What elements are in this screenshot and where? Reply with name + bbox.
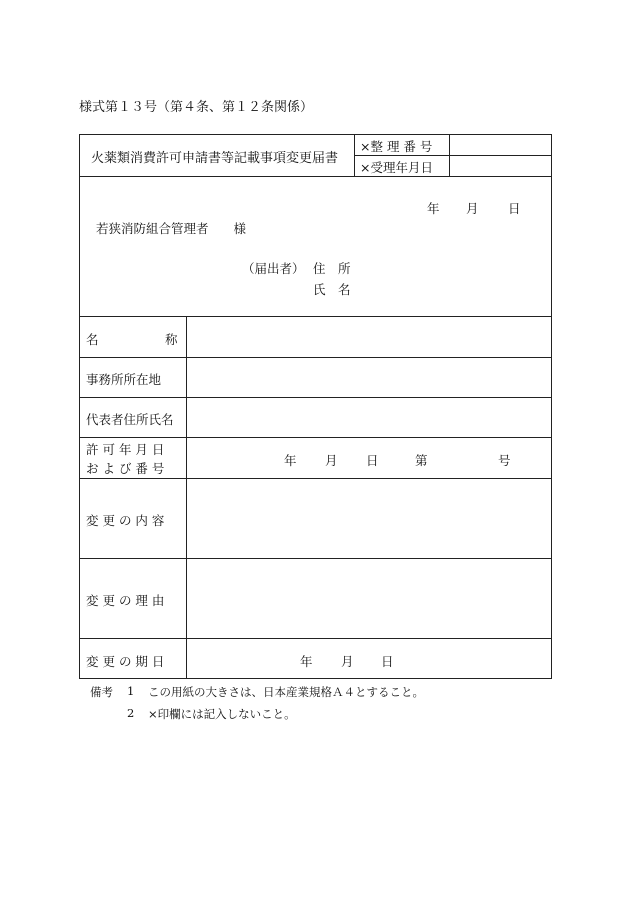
addressee: 若狭消防組合管理者 様: [96, 221, 247, 236]
permit-no-prefix: 第: [415, 453, 428, 468]
change-date-field[interactable]: [188, 640, 550, 678]
change-date-year-label: 年: [300, 654, 313, 669]
divider-row-6: [79, 638, 552, 639]
name-label-second: 称: [165, 332, 178, 347]
divider-label-column: [186, 316, 187, 679]
received-date-field[interactable]: [451, 157, 550, 175]
permit-day-label: 日: [366, 453, 379, 468]
office-location-field[interactable]: [188, 359, 550, 396]
received-date-label: ×受理年月日: [360, 160, 433, 175]
divider-applicant: [79, 316, 552, 317]
applicant-address-label: 住 所: [313, 261, 351, 276]
representative-field[interactable]: [188, 399, 550, 436]
note-1-number: 1: [127, 684, 135, 698]
permit-label-line1: 許 可 年 月 日: [86, 442, 165, 457]
divider-office-use-row: [354, 155, 552, 156]
reference-number-label: ×整 理 番 号: [360, 139, 433, 154]
permit-month-label: 月: [325, 453, 338, 468]
form-number: 様式第１３号（第４条、第１２条関係）: [79, 100, 314, 115]
divider-row-5: [79, 558, 552, 559]
change-reason-label: 変 更 の 理 由: [86, 593, 165, 608]
reference-number-field[interactable]: [451, 136, 550, 154]
divider-row-1: [79, 357, 552, 358]
permit-label-line2: お よ び 番 号: [86, 461, 165, 476]
representative-label: 代表者住所氏名: [86, 412, 174, 427]
date-month-label: 月: [466, 201, 479, 216]
divider-row-2: [79, 397, 552, 398]
form-title: 火薬類消費許可申請書等記載事項変更届書: [91, 151, 339, 166]
office-location-label: 事務所所在地: [86, 372, 162, 387]
change-date-label: 変 更 の 期 日: [86, 654, 165, 669]
divider-row-3: [79, 437, 552, 438]
change-content-field[interactable]: [188, 480, 550, 557]
divider-row-4: [79, 478, 552, 479]
permit-year-label: 年: [284, 453, 297, 468]
name-label-first: 名: [86, 332, 99, 347]
permit-no-suffix: 号: [498, 453, 511, 468]
date-day-label: 日: [508, 201, 521, 216]
divider-header: [79, 176, 552, 177]
applicant-name-label: 氏 名: [313, 282, 351, 297]
applicant-name-field[interactable]: [360, 277, 548, 296]
change-date-day-label: 日: [381, 654, 394, 669]
change-reason-field[interactable]: [188, 560, 550, 637]
change-content-label: 変 更 の 内 容: [86, 513, 165, 528]
name-field[interactable]: [188, 318, 550, 356]
note-2-number: 2: [127, 706, 135, 720]
change-date-month-label: 月: [341, 654, 354, 669]
notes-heading: 備考: [90, 685, 113, 699]
applicant-prefix: （届出者）: [242, 261, 305, 276]
note-2-text: ×印欄には記入しないこと。: [148, 707, 296, 721]
note-1-text: この用紙の大きさは、日本産業規格Ａ４とすること。: [148, 685, 424, 699]
date-year-label: 年: [427, 201, 440, 216]
permit-field[interactable]: [188, 439, 550, 477]
applicant-address-field[interactable]: [360, 256, 548, 275]
